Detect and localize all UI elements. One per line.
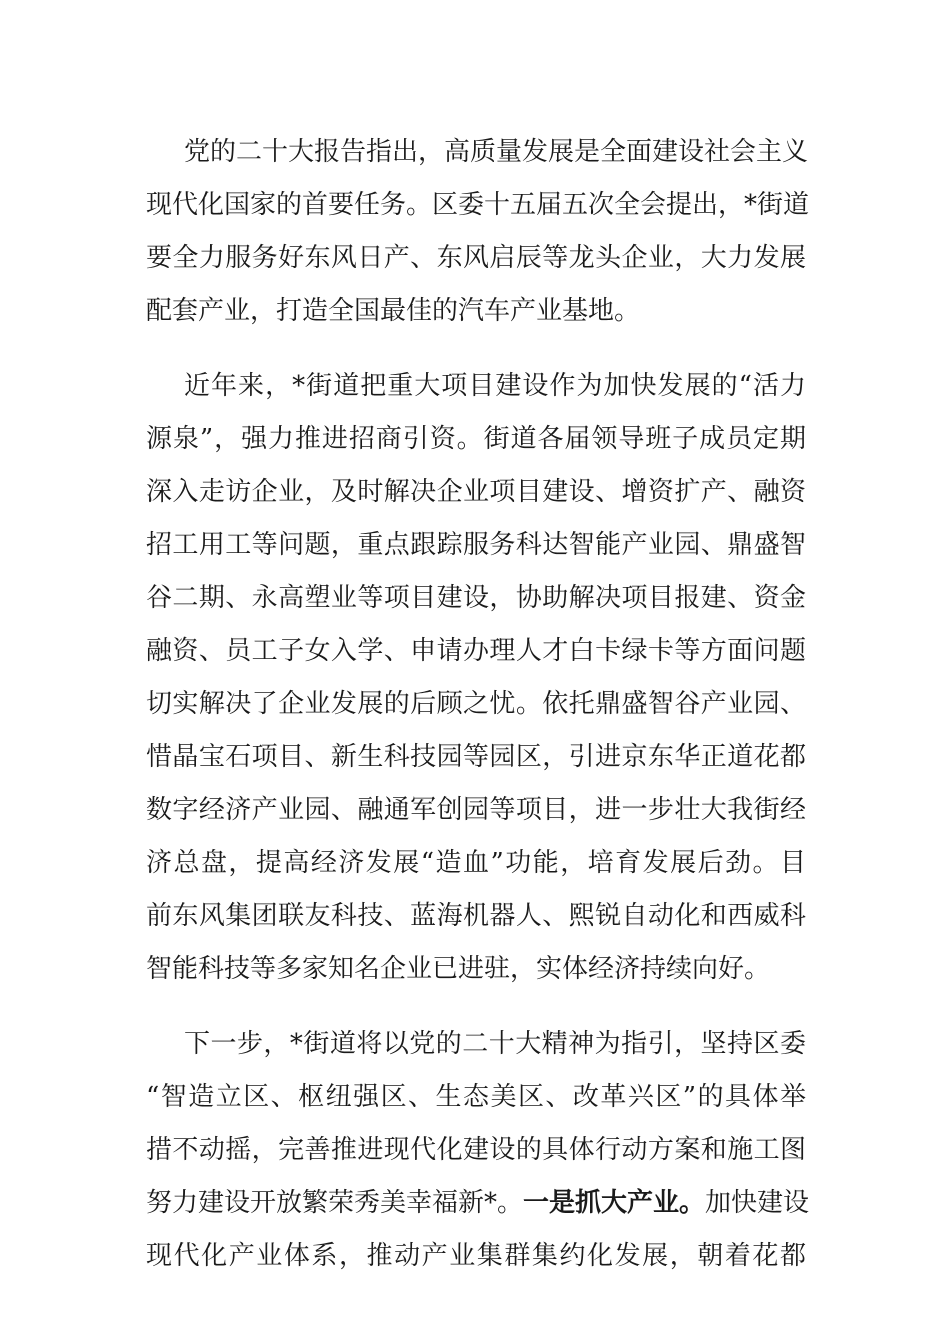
text-line: 前东风集团联友科技、蓝海机器人、熙锐自动化和西威科: [146, 901, 806, 931]
text-line: 现代化国家的首要任务。区委十五届五次全会提出，*街道: [146, 190, 810, 220]
text-line: 谷二期、永高塑业等项目建设，协助解决项目报建、资金: [146, 583, 806, 613]
text-segment: 加快建设: [705, 1188, 810, 1218]
text-line: “智造立区、枢纽强区、生态美区、改革兴区”的具体举: [146, 1082, 806, 1112]
paragraph-1: [146, 126, 810, 338]
text-line: 切实解决了企业发展的后顾之忧。依托鼎盛智谷产业园、: [146, 689, 806, 719]
text-line: 要全力服务好东风日产、东风启辰等龙头企业，大力发展: [146, 243, 806, 273]
text-segment: 努力建设开放繁荣秀美幸福新*。: [146, 1188, 524, 1218]
paragraph-2: [146, 360, 806, 996]
text-line: 智能科技等多家知名企业已进驻，实体经济持续向好。: [146, 954, 771, 984]
text-line: 下一步，*街道将以党的二十大精神为指引，坚持区委: [184, 1029, 806, 1059]
text-line: 深入走访企业，及时解决企业项目建设、增资扩产、融资: [146, 477, 806, 507]
paragraph-spacer: [146, 996, 806, 1018]
text-line: 济总盘，提高经济发展“造血”功能，培育发展后劲。目: [146, 848, 806, 878]
text-line: 配套产业，打造全国最佳的汽车产业基地。: [146, 296, 641, 326]
text-line: 现代化产业体系，推动产业集群集约化发展，朝着花都: [146, 1241, 806, 1271]
paragraph-3: [146, 1018, 810, 1283]
text-line: 惜晶宝石项目、新生科技园等园区，引进京东华正道花都: [146, 742, 806, 772]
text-line: 数字经济产业园、融通军创园等项目，进一步壮大我街经: [146, 795, 806, 825]
text-line: 措不动摇，完善推进现代化建设的具体行动方案和施工图: [146, 1135, 806, 1165]
paragraph-spacer: [146, 338, 806, 360]
text-line: 源泉”，强力推进招商引资。街道各届领导班子成员定期: [146, 424, 806, 454]
text-line: 党的二十大报告指出，高质量发展是全面建设社会主义: [184, 137, 809, 167]
text-line: 近年来，*街道把重大项目建设作为加快发展的“活力: [184, 371, 806, 401]
text-line: 招工用工等问题，重点跟踪服务科达智能产业园、鼎盛智: [146, 530, 806, 560]
text-line: 融资、员工子女入学、申请办理人才白卡绿卡等方面问题: [146, 636, 806, 666]
document-body: [146, 126, 810, 1283]
emphasis-heading: 一是抓大产业。: [523, 1188, 706, 1218]
text-line-with-emphasis: [146, 1177, 810, 1230]
